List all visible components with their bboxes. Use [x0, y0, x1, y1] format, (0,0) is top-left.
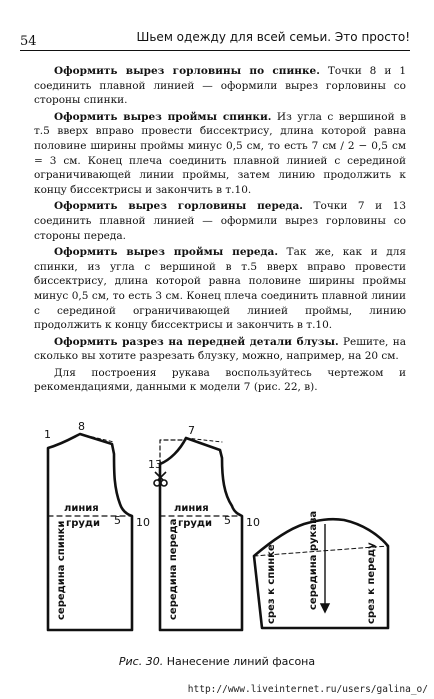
label-back-center: середина спинки — [56, 520, 67, 620]
paragraph — [34, 366, 406, 395]
paragraph-heading: Оформить вырез горловины переда. — [54, 200, 303, 213]
label-chest-b: груди — [178, 518, 212, 529]
label-chest-a: груди — [66, 518, 100, 529]
paragraph — [34, 110, 406, 198]
label-back-cut: срез к спинке — [266, 544, 277, 624]
sleeve-grain-arrow — [321, 524, 329, 612]
page-number: 54 — [20, 34, 37, 49]
label-pt1: 1 — [44, 428, 51, 441]
source-url: http://www.liveinternet.ru/users/galina_o/ — [187, 684, 428, 695]
paragraph-text: Из угла с вершиной в т.5 вверх вправо провести биссектрису, длина которой равна половине ширины проймы минус 0,5 см, то есть 7 см / 2 − 0,5 см = 3 см. Конец плеча соединить плавной линией с серединой ограничивающей линии проймы, затем линию продолжить к концу биссектрисы и закончить в т.10. — [34, 110, 406, 196]
paragraph-heading: Оформить разрез на передней детали блузы. — [54, 335, 339, 348]
figure-caption — [0, 655, 434, 668]
label-pt7: 7 — [188, 424, 195, 437]
label-pt5a: 5 — [114, 514, 121, 527]
label-front-center: середина переда — [168, 518, 179, 620]
caption-text: Нанесение линий фасона — [163, 655, 316, 668]
pattern-figure — [28, 420, 418, 650]
paragraph — [34, 64, 406, 108]
paragraph-text: Точки 8 и 1 соединить плавной линией — оформили вырез горловины со стороны спинки. — [34, 65, 406, 107]
header-rule — [20, 50, 410, 51]
paragraph-text: Решите, на сколько вы хотите разрезать блузку, можно, например, на 20 см. — [34, 335, 406, 363]
paragraph-text: Точки 7 и 13 соединить плавной линией — оформили вырез горловины со стороны переда. — [34, 200, 407, 242]
label-pt8: 8 — [78, 420, 85, 433]
page-header — [20, 30, 410, 48]
paragraph-heading: Оформить вырез проймы спинки. — [54, 110, 272, 123]
paragraph — [34, 245, 406, 333]
label-line-b: линия — [174, 503, 209, 514]
pattern-drawing — [28, 420, 418, 650]
label-pt13: 13 — [148, 458, 162, 471]
label-sleeve-center: середина рукава — [308, 510, 319, 610]
label-pt10a: 10 — [136, 516, 150, 529]
body-text — [34, 64, 406, 397]
label-line-a: линия — [64, 503, 99, 514]
label-front-cut: срез к переду — [366, 542, 377, 624]
label-pt10b: 10 — [246, 516, 260, 529]
caption-label: Рис. 30. — [118, 655, 164, 668]
paragraph-text: Для построения рукава воспользуйтесь чертежом и рекомендациями, данными к модели 7 (рис. 22, в). — [34, 366, 406, 394]
paragraph — [34, 199, 406, 243]
paragraph-text: Так же, как и для спинки, из угла с вершиной в т.5 вверх вправо провести биссектрису, длина которой равна половине ширины проймы минус 0,5 см, то есть 3 см. Конец плеча соединить плавной линии с серединой ограничивающей линией проймы, линию продолжить к концу биссектрисы и закончить в т.10. — [34, 246, 406, 332]
paragraph-heading: Оформить вырез горловины по спинке. — [54, 65, 320, 77]
label-pt5b: 5 — [224, 514, 231, 527]
running-title: Шьем одежду для всей семьи. Это просто! — [136, 30, 410, 44]
paragraph — [34, 335, 406, 364]
paragraph-heading: Оформить вырез проймы переда. — [54, 246, 278, 259]
